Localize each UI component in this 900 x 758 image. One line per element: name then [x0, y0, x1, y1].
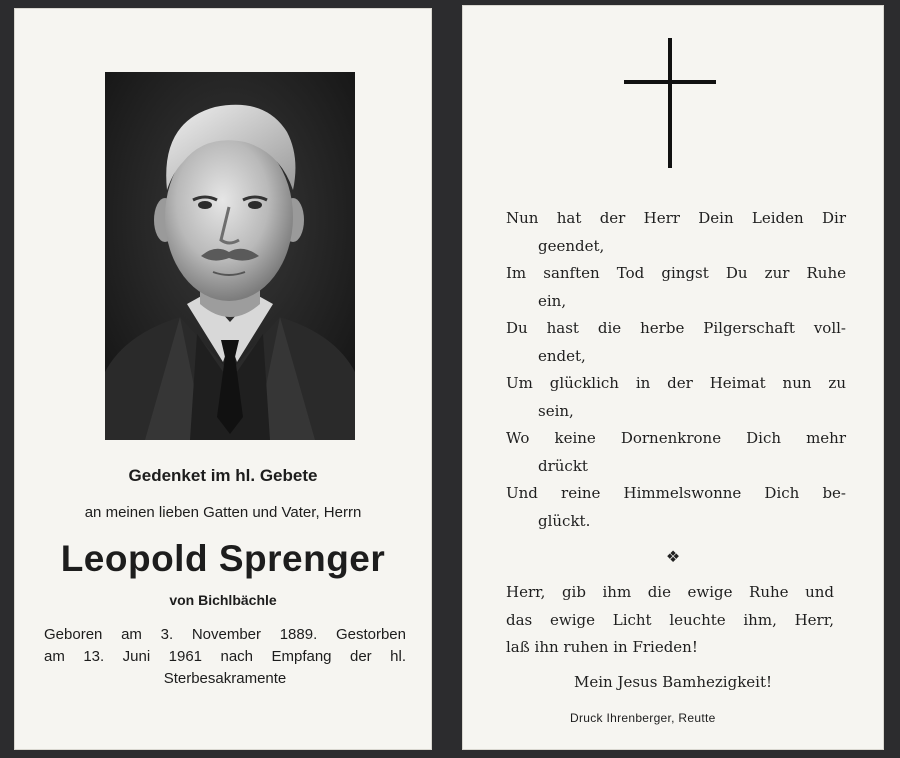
prayer-line: laß ihn ruhen in Frieden!: [506, 638, 698, 656]
deceased-origin: von Bichlbächle: [169, 592, 277, 608]
closing-line: Mein Jesus Bamhezigkeit!: [573, 673, 773, 691]
ornament-icon: ❖: [665, 547, 681, 566]
right-card: [462, 5, 884, 750]
printer-credit: Druck Ihrenberger, Reutte: [570, 711, 716, 725]
prayer: [506, 579, 834, 662]
poem-line: Und reine Himmelswonne Dich be-: [506, 484, 846, 502]
poem-line-cont: glückt.: [538, 511, 591, 530]
life-dates: [44, 624, 406, 690]
prayer-line: Herr, gib ihm die ewige Ruhe und: [506, 583, 834, 601]
poem: [506, 205, 846, 535]
life-line: Sterbesakramente: [163, 670, 287, 687]
poem-line-cont: geendet,: [538, 236, 605, 255]
poem-line-cont: drückt: [538, 456, 588, 475]
life-line: Geboren am 3. November 1889. Gestorben: [44, 626, 406, 643]
poem-line: Nun hat der Herr Dein Leiden Dir: [506, 209, 846, 227]
memorial-heading: Gedenket im hl. Gebete: [128, 466, 318, 485]
poem-line-cont: sein,: [538, 401, 574, 420]
poem-line-cont: endet,: [538, 346, 586, 365]
poem-line: Um glücklich in der Heimat nun zu: [506, 374, 846, 392]
prayer-line: das ewige Licht leuchte ihm, Herr,: [506, 610, 834, 629]
deceased-name: Leopold Sprenger: [60, 538, 386, 579]
life-line: am 13. Juni 1961 nach Empfang der hl.: [44, 648, 406, 665]
cross-icon-bar: [624, 80, 716, 84]
poem-line: Wo keine Dornenkrone Dich mehr: [506, 429, 846, 447]
poem-line-cont: ein,: [538, 291, 567, 310]
portrait-illustration: [105, 72, 355, 440]
cross-icon: [668, 38, 672, 168]
portrait-photo: [105, 72, 355, 440]
left-card: [14, 8, 432, 750]
memorial-intro: an meinen lieben Gatten und Vater, Herrn: [84, 504, 362, 521]
poem-line: Du hast die herbe Pilgerschaft voll-: [506, 319, 846, 337]
poem-line: Im sanften Tod gingst Du zur Ruhe: [506, 264, 846, 282]
